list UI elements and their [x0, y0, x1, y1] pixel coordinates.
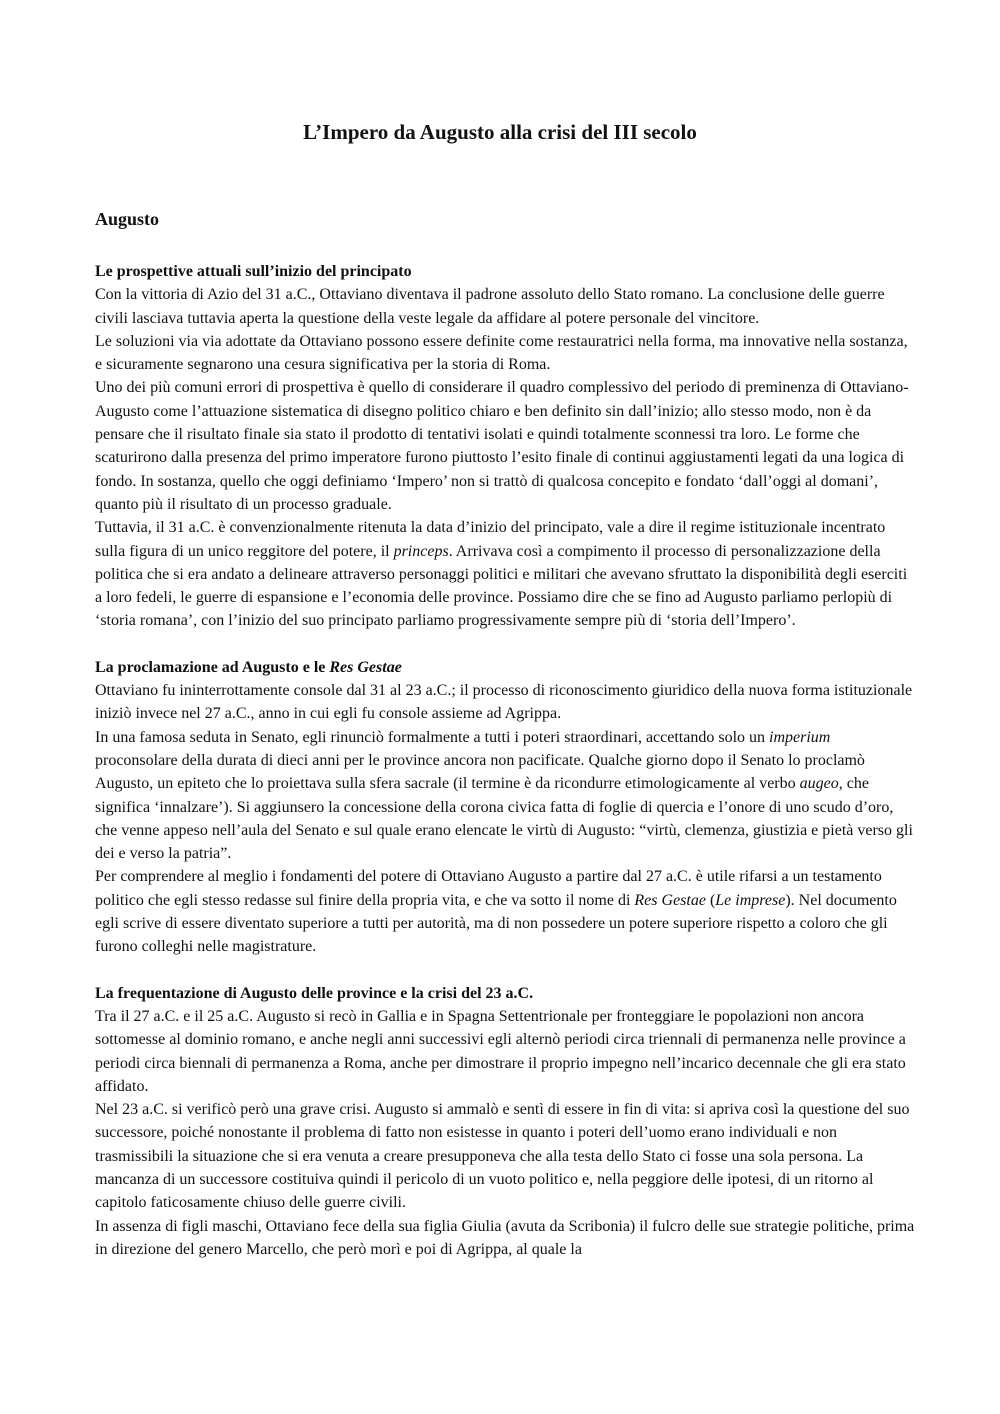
paragraph: Le soluzioni via via adottate da Ottaviano possono essere definite come restauratrici nella forma, ma innovative nella sostanza, e sicuramente segnarono una cesura significativa per la storia di Roma.	[95, 332, 908, 374]
heading-text: La proclamazione ad Augusto e le	[95, 658, 330, 676]
paragraph: Con la vittoria di Azio del 31 a.C., Ottaviano diventava il padrone assoluto dello Stato romano. La conclusione delle guerre civili lasciava tuttavia aperta la questione della veste legale da affidare al potere personale del vincitore.	[95, 286, 885, 327]
text-run: proconsolare della durata di dieci anni per le province ancora non pacificate. Qualche giorno dopo il Senato lo proclamò Augusto, un epiteto che lo proiettava sulla sfera sacrale (il termine è da ricondurre etimologicamente al verbo	[95, 751, 865, 793]
text-run: Tuttavia, il 31 a.C. è convenzionalmente ritenuta la data d’inizio del principato, vale a dire il regime istituzionale incentrato sulla figura di un unico reggitore del potere, il	[95, 519, 886, 560]
text-run: , che significa ‘innalzare’). Si aggiunsero la concessione della corona civica fatta di foglie di quercia e l’onore di uno scudo d’oro, che venne appeso nell’aula del Senato e sul quale erano elencate le virtù di Augusto: “virtù, clemenza, giustizia e pietà verso gli dei e verso la patria”.	[95, 775, 913, 863]
subsection-principato	[95, 260, 915, 633]
italic-term: augeo	[799, 775, 839, 793]
italic-term: Le imprese	[715, 891, 786, 909]
section-title: Augusto	[95, 209, 160, 229]
italic-term: princeps	[393, 542, 449, 560]
paragraph: Nel 23 a.C. si verificò però una grave crisi. Augusto si ammalò e sentì di essere in fin di vita: si apriva così la questione del suo successore, poiché nonostante il problema di fatto non esistesse in quanto i poteri dell’uomo erano individuali e non trasmissibili la situazione che si era venuta a creare presupponeva che alla testa dello Stato ci fosse una sola persona. La mancanza di un successore costituiva quindi il pericolo di un vuoto politico e, nella peggiore delle ipotesi, di un ritorno al capitolo faticosamente chiuso delle guerre civili.	[95, 1101, 910, 1212]
italic-term: Res Gestae	[634, 891, 706, 909]
italic-term: imperium	[769, 728, 831, 746]
heading-italic: Res Gestae	[329, 658, 402, 676]
text-run: In una famosa seduta in Senato, egli rinunciò formalmente a tutti i poteri straordinari, accettando solo un	[95, 728, 770, 746]
paragraph: In assenza di figli maschi, Ottaviano fece della sua figlia Giulia (avuta da Scribonia) il fulcro delle sue strategie politiche, prima in direzione del genero Marcello, che però morì e poi di Agrippa, al quale la	[95, 1217, 915, 1258]
subsection-heading	[95, 656, 915, 679]
text-run: ). Nel documento egli scrive di essere diventato superiore a tutti per autorità, ma di non possedere un potere superiore rispetto a coloro che gli furono colleghi nelle magistrature.	[95, 891, 897, 956]
document-title: L’Impero da Augusto alla crisi del III secolo	[303, 120, 697, 144]
paragraph	[95, 516, 915, 632]
paragraph: Tra il 27 a.C. e il 25 a.C. Augusto si recò in Gallia e in Spagna Settentrionale per fronteggiare le popolazioni non ancora sottomesse al dominio romano, e anche negli anni successivi egli alternò periodi circa triennali di permanenza nelle province a periodi circa biennali di permanenza a Roma, anche per dimostrare il proprio impegno nell’incarico decennale che gli era stato affidato.	[95, 1007, 906, 1095]
paragraph: Uno dei più comuni errori di prospettiva è quello di considerare il quadro complessivo del periodo di preminenza di Ottaviano-Augusto come l’attuazione sistematica di disegno politico chiaro e ben definito sin dall’inizio; allo stesso modo, non è da pensare che il risultato finale sia stato il prodotto di tentativi isolati e quindi totalmente sconnessi tra loro. Le forme che scaturirono dalla presenza del primo imperatore furono piuttosto l’esito finale di continui aggiustamenti legati da una logica di fondo. In sostanza, quello che oggi definiamo ‘Impero’ non si trattò di qualcosa concepito e fondato ‘dall’oggi al domani’, quanto più il risultato di un processo graduale.	[95, 379, 909, 513]
subsection-proclamazione	[95, 656, 915, 959]
subsection-province-crisi	[95, 982, 915, 1262]
text-run: (	[705, 891, 716, 909]
text-run: . Arrivava così a compimento il processo di personalizzazione della politica che si era andato a delineare attraverso personaggi politici e militari che avevano sfruttato la disponibilità degli eserciti a loro fedeli, le guerre di espansione e l’economia delle province. Possiamo dire che se fino ad Augusto parliamo perlopiù di ‘storia romana’, con l’inizio del suo principato parliamo progressivamente sempre più di ‘storia dell’Impero’.	[95, 542, 908, 630]
document-body	[95, 206, 915, 1261]
paragraph	[95, 865, 915, 958]
subsection-heading: La frequentazione di Augusto delle province e la crisi del 23 a.C.	[95, 984, 534, 1002]
text-run: Per comprendere al meglio i fondamenti del potere di Ottaviano Augusto a partire dal 27 a.C. è utile rifarsi a un testamento politico che egli stesso redasse sul finire della propria vita, e che va sotto il nome di	[95, 868, 882, 909]
paragraph	[95, 726, 915, 866]
paragraph: Ottaviano fu ininterrottamente console dal 31 al 23 a.C.; il processo di riconoscimento giuridico della nuova forma istituzionale iniziò invece nel 27 a.C., anno in cui egli fu console assieme ad Agrippa.	[95, 682, 913, 723]
subsection-heading: Le prospettive attuali sull’inizio del principato	[95, 263, 412, 280]
